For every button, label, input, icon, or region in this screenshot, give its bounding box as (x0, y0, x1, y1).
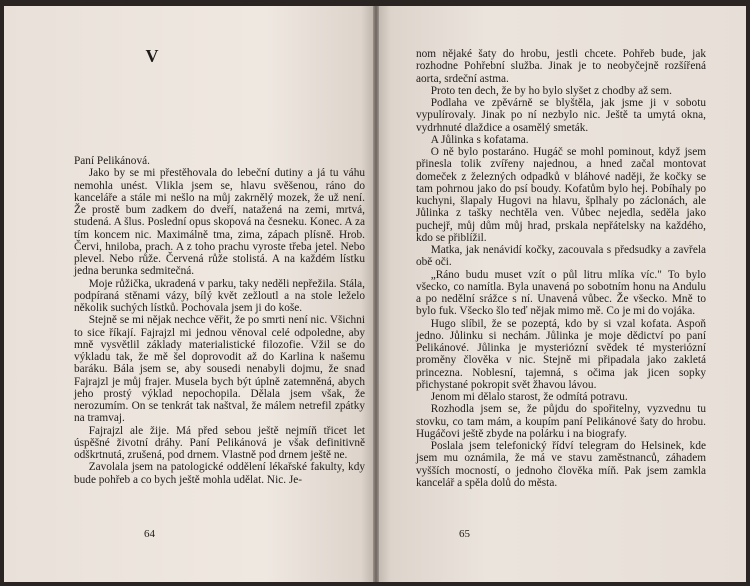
book-gutter (373, 6, 379, 582)
paragraph: Jenom mi dělalo starost, že odmítá potravu. (430, 391, 628, 403)
paragraph: Poslala jsem telefonický řídví telegram do Helsinek, kde jsem mu oznámila, že má ve stavu zaměstnanců, záhadem vyšších mocností, o jednoho člověka míň. Pak jsem zamkla kancelář a spěla dolů do města. (416, 440, 706, 489)
open-book (4, 6, 746, 582)
right-page (376, 6, 746, 582)
paragraph: Proto ten dech, že by ho bylo slyšet z chodby až sem. (430, 84, 672, 97)
paragraph: Matka, jak nenávidí kočky, zacouvala s předsudky a zavřela obě oči. (416, 244, 706, 269)
paragraph: Moje růžička, ukradená v parku, taky neděli nepřežila. Stála, podpíraná stěnami vázy, bílý květ zežloutl a na stole leželo několik suchých lístků. Pochovala jsem ji do koše. (74, 277, 365, 314)
paragraph: Zavolala jsem na patologické oddělení lékařské fakulty, kdy bude pohřeb a co bych ještě mohla udělat. Nic. Je- (74, 461, 365, 486)
paragraph: A Jůlinka s kofatama. (430, 133, 529, 146)
paragraph: Paní Pelikánová. (74, 155, 150, 167)
chapter-heading: V (145, 46, 159, 66)
paragraph: Rozhodla jsem se, že půjdu do spořitelny, vyzvednu tu stovku, co tam mám, a koupím paní Pelikánové šaty do hrobu. Hugáčovi ještě zbyde na polárku i na biografy. (416, 403, 706, 440)
page-number-left: 64 (144, 528, 155, 540)
page-number-right: 65 (459, 528, 470, 540)
paragraph: O ně bylo postaráno. Hugáč se mohl pominout, když jsem přinesla tolik zvířeny najednou, a hned začal montovat domeček z železných odpadků v bláhové naději, že kočky se tam pohrnou jako do psí boudy. Kofatům bylo hej. Pobíhaly po kuchyni, šlapaly Hugovi na hlavu, šplhaly po záclonách, ale Jůlinka z tašky nechtěla ven. Vůbec nejedla, seděla jako puchejř, můj dům můj hrad, prskala nepřátelsky na každého, kdo se přiblížil. (416, 146, 706, 244)
paragraph: Hugo slíbil, že se pozeptá, kdo by si vzal kofata. Aspoň jedno. Jůlinku si nechám. Jůlinka je moje dědictví po paní Pelikánové. Jůlinka je mysteriózní svědek té mysteriózní proměny člověka v nic. Stejně mi připadala jako zakletá princezna. Noblesní, tajemná, s očima jak jicen sopky přichystané pokropit svět žhavou lávou. (416, 317, 706, 391)
paragraph: „Ráno budu muset vzít o půl litru mlíka víc." To bylo všecko, co namítla. Byla unavená po sobotním honu na Andulu a po nedělní srážce s ní. Unavená vůbec. Že všecko. Mně to bylo fuk. Všecko šlo teď nějak mimo mě. Co je mi do vojáka. (416, 268, 706, 318)
paragraph: Podlaha ve zpěvárně se blyštěla, jak jsme ji v sobotu vypulírovaly. Jinak po ní nezbylo nic. Ještě ta umytá okna, vydrhnuté dlaždice a osamělý smeták. (416, 97, 706, 134)
paragraph: nom nějaké šaty do hrobu, jestli chcete. Pohřeb bude, jak rozhodne Pohřební služba. Jinak je to neobyčejně rozšířená aorta, srdeční astma. (416, 48, 706, 85)
left-page (4, 6, 376, 582)
paragraph: Fajrajzl ale žije. Má před sebou ještě nejmíň třicet let úspěšné životní dráhy. Paní Pelikánová je však definitivně odškrtnutá, zrušená, pod drnem. Vlastně pod drnem ještě ne. (74, 424, 365, 461)
paragraph: Jako by se mi přestěhovala do lebeční dutiny a já tu váhu nemohla unést. Vlikla jsem se, hlavu svěšenou, ráno do kanceláře a stále mi nešlo na můj zakrnělý mozek, že už není. Že prostě bum zadkem do dveří, natažená na zemi, mrtvá, studená. A šlus. Poslední opus skopová na česneku. Konec. A za tím koncem nic. Maximálně tma, zima, zápach plísně. Hrob. Červi, hniloba, prach. A z toho prachu vyroste třeba jetel. Nebo plevel. Nebo růže. Červená růže stolistá. A na každém lístku jedna berunka sedmitečná. (74, 167, 365, 278)
paragraph: Stejně se mi nějak nechce věřit, že po smrti není nic. Všichni to sice říkají. Fajrajzl mi jednou věnoval celé odpoledne, aby mně vysvětlil základy materialistické filozofie. Vžil se do výkladu tak, že mě šel doprovodit až do Karlina k našemu baráku. Bála jsem se, aby sousedi nenabyli dojmu, že snad Fajrajzl je můj frajer. Musela bych být úplně zatemněná, abych jeho prostý výklad nepochopila. Dělala jsem však, že nerozumím. On se tenkrát tak naštval, že málem netrefil zpátky na tramvaj. (74, 314, 365, 425)
right-page-text (416, 48, 706, 489)
left-page-text (74, 155, 365, 486)
